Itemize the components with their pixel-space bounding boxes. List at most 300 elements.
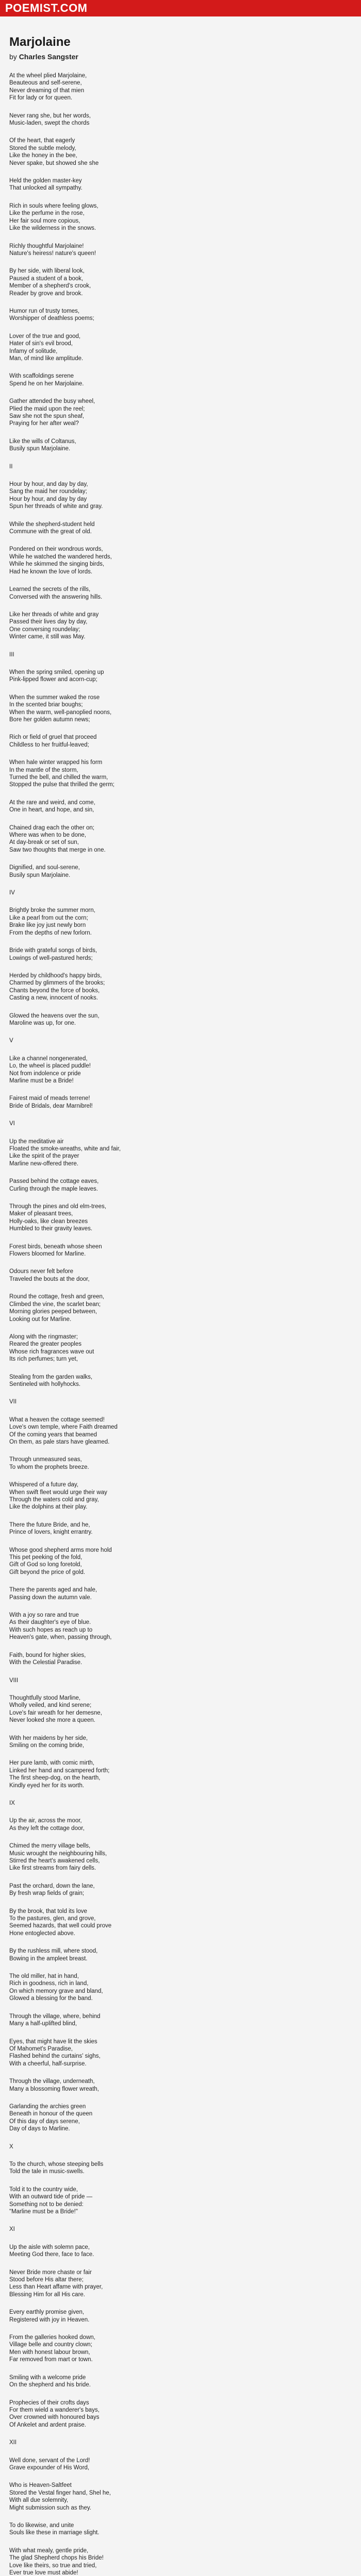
poem-line: Like the honey in the bee,: [9, 152, 77, 159]
poem-line: Of Ankelet and ardent praise.: [9, 2421, 86, 2428]
poem-line: In the mantle of the storm,: [9, 767, 78, 773]
poem-title: Marjolaine: [9, 35, 71, 49]
stanza: [9, 1481, 352, 1511]
byline: [9, 53, 352, 61]
poem-line: Wholly veiled, and kind serene;: [9, 1702, 92, 1709]
poem-line: Told it to the country wide,: [9, 2186, 78, 2193]
poem-line: Never rang she, but her words,: [9, 112, 91, 119]
poem-line: Like first streams from fairy dells.: [9, 1865, 96, 1872]
poem-line: Bride with grateful songs of birds,: [9, 947, 97, 954]
poem-line: What a heaven the cottage seemed!: [9, 1416, 105, 1423]
poem-line: Over crowned with honoured bays: [9, 2414, 100, 2421]
poem-line: Every earthly promise given,: [9, 2309, 85, 2316]
poem-line: Stopped the pulse that thrilled the germ;: [9, 782, 114, 788]
poem-line: Had he known the love of lords.: [9, 568, 93, 575]
stanza: [9, 2309, 352, 2324]
section-numeral: VIII: [9, 1677, 19, 1684]
poem-line: Plied the maid upon the reel;: [9, 405, 85, 412]
stanza: [9, 2457, 352, 2472]
poem-line: Of the heart, that eagerly: [9, 138, 75, 144]
poem-line: Stealing from the garden walks,: [9, 1374, 93, 1380]
poem-line: Flowers bloomed for Marline.: [9, 1251, 86, 1258]
poem-line: Many a half-uplifted blind,: [9, 2021, 77, 2027]
poem-line: Up the aisle with solemn pace,: [9, 2244, 90, 2250]
byline-label: by: [9, 53, 17, 61]
poem-line: Love's fair wreath for her demesne,: [9, 1709, 102, 1716]
poem-line: From the depths of new forlorn.: [9, 929, 92, 936]
poem-line: Prince of lovers, knight errantry.: [9, 1529, 93, 1536]
poem-line: As their daughter's eye of blue.: [9, 1619, 91, 1626]
poem-line: Of Mahomet's Paradise,: [9, 2045, 73, 2052]
poem-line: Smiling with a welcome pride: [9, 2374, 86, 2381]
poem-line: Member of a shepherd's crook,: [9, 283, 91, 290]
poem-line: Eyes, that might have lit the skies: [9, 2038, 97, 2045]
poem-line: Like a channel nongenerated,: [9, 1055, 88, 1062]
poem-line: Conversed with the answering hills.: [9, 594, 103, 600]
poem-line: With a cheerful, half-surprise.: [9, 2060, 87, 2067]
poem-line: Many a blossoming flower wreath,: [9, 2086, 99, 2092]
poem-line: Round the cottage, fresh and green,: [9, 1294, 105, 1300]
poem-line: Blessing Him for all His care.: [9, 2291, 85, 2298]
stanza: [9, 1817, 352, 1832]
stanza: [9, 2013, 352, 2028]
poem-line: On the shepherd and his bride.: [9, 2382, 91, 2388]
stanza: [9, 947, 352, 962]
poem-line: Its rich perfumes; turn yet,: [9, 1356, 78, 1363]
poem-line: Bore her golden autumn news;: [9, 716, 90, 723]
stanza: [9, 2038, 352, 2068]
stanza: [9, 1947, 352, 1962]
poem-line: Never looked she more a queen.: [9, 1717, 95, 1724]
stanza: [9, 333, 352, 363]
stanza: [9, 2547, 352, 2576]
poem-line: Curling through the maple leaves.: [9, 1185, 98, 1192]
poem-line: With what mealy, gentle pride,: [9, 2547, 89, 2554]
poem-line: Rich in goodness, rich in land,: [9, 1980, 89, 1987]
poem-line: Bowing in the ampleet breast.: [9, 1955, 88, 1962]
poem-body: [9, 72, 352, 2576]
poem-line: To the pastures, glen, and grove,: [9, 1916, 96, 1922]
poem-line: Spun her threads of white and gray.: [9, 503, 103, 510]
poem-line: Meeting God there, face to face.: [9, 2251, 94, 2258]
poem-line: Glowed the heavens over the sun,: [9, 1012, 100, 1019]
poem-line: Like a pearl from out the corn;: [9, 914, 88, 921]
poem-line: Whispered of a future day,: [9, 1482, 79, 1488]
poem-line: Through unmeasured seas,: [9, 1456, 82, 1463]
poem-line: By the brook, that told its love: [9, 1908, 87, 1914]
poem-line: Who is Heaven-Saltfeet: [9, 2482, 72, 2489]
poem-line: Garlanding the archies green: [9, 2103, 86, 2110]
poem-line: With all due solemnity,: [9, 2497, 69, 2504]
poem-line: In the scented briar boughs;: [9, 702, 83, 708]
poem-line: Like the wilderness in the snows.: [9, 225, 96, 232]
poem-line: Told the tale in music-swells.: [9, 2168, 85, 2175]
poem-line: Whose rich fragrances wave out: [9, 1348, 94, 1355]
stanza: [9, 2374, 352, 2389]
poem-line: Through the village, where, behind: [9, 2013, 101, 2020]
poem-line: Registered with joy in Heaven.: [9, 2316, 90, 2323]
poem-line: Saw two thoughts that merge in one.: [9, 846, 106, 853]
poem-line: The first sheep-dog, on the hearth,: [9, 1775, 101, 1782]
poem-line: Gift beyond the price of gold.: [9, 1569, 86, 1575]
section-numeral: X: [9, 2143, 13, 2150]
poem-line: Might submission such as they.: [9, 2504, 91, 2511]
poem-line: Hour by hour, and day by day,: [9, 481, 88, 488]
poem-line: Like the spirit of the prayer: [9, 1153, 79, 1160]
poem-line: When hale winter wrapped his form: [9, 759, 103, 766]
poem-line: Fit for lady or for queen.: [9, 95, 73, 101]
poem-line: Herded by childhood's happy birds,: [9, 972, 102, 979]
stanza: [9, 1095, 352, 1110]
poem-line: The glad Shepherd chops his Bride!: [9, 2555, 104, 2562]
poem-line: From the galleries hooked down,: [9, 2334, 95, 2341]
poem-line: Along with the ringmaster;: [9, 1333, 78, 1340]
stanza: [9, 734, 352, 749]
stanza: [9, 1203, 352, 1233]
poem-line: Something not to be denied:: [9, 2201, 84, 2208]
poem-line: Worshipper of deathless poems;: [9, 315, 94, 322]
poem-line: Flashed behind the curtains' sighs,: [9, 2053, 101, 2060]
stanza: [9, 799, 352, 814]
stanza: [9, 1268, 352, 1283]
poem-line: Saw she not the spun sheaf,: [9, 413, 85, 419]
section-numeral: II: [9, 463, 13, 470]
poem-line: Grave expounder of His Word,: [9, 2464, 90, 2471]
stanza: [9, 907, 352, 937]
poem-line: Fairest maid of meads terrene!: [9, 1095, 90, 1102]
poem-line: As they left the cottage door,: [9, 1825, 85, 1832]
poem-line: Brightly broke the summer morn,: [9, 907, 95, 914]
top-bar: [0, 0, 361, 16]
poem-line: Passed their lives day by day,: [9, 619, 88, 625]
poem-line: Chants beyond the force of books,: [9, 987, 100, 994]
stanza: [9, 1055, 352, 1085]
poem-line: Up the air, across the moor,: [9, 1818, 82, 1824]
poem-line: Man, of mind like amplitude.: [9, 355, 84, 362]
poem-line: At day-break or set of sun,: [9, 839, 79, 846]
stanza: [9, 1842, 352, 1872]
stanza: [9, 1883, 352, 1897]
poem-line: When the spring smiled, opening up: [9, 669, 104, 675]
poem-line: Infamy of solitude,: [9, 348, 58, 354]
stanza: [9, 611, 352, 641]
poem-line: Marline new-offered there.: [9, 1160, 79, 1167]
poem-container: [0, 16, 361, 2576]
poem-line: Stood before His altar there;: [9, 2277, 84, 2283]
poem-line: Dignified, and soul-serene,: [9, 865, 80, 871]
stanza: [9, 1012, 352, 1027]
stanza: [9, 1908, 352, 1938]
stanza: [9, 1138, 352, 1168]
poem-line: For them wield a wanderer's bays,: [9, 2406, 100, 2413]
stanza: [9, 1178, 352, 1193]
poem-line: Pink-lipped flower and acorn-cup;: [9, 676, 97, 683]
poem-line: Casting a new, innocent of nooks.: [9, 995, 98, 1002]
poem-line: "Marline must be a Bride!": [9, 2209, 78, 2215]
poem-line: When the summer waked the rose: [9, 694, 100, 701]
poem-line: Thoughtfully stood Marline,: [9, 1694, 81, 1701]
poem-line: Praying for her after weal?: [9, 420, 79, 427]
poem-line: Like her threads of white and gray: [9, 611, 99, 618]
poem-line: Traveled the bouts at the door,: [9, 1276, 90, 1282]
poem-line: By the rushless mill, where stood,: [9, 1948, 98, 1955]
poem-line: To the church, whose steeping bells: [9, 2161, 104, 2167]
poem-line: Beneath in honour of the queen: [9, 2111, 93, 2117]
poem-line: Day of days to Marline.: [9, 2126, 70, 2132]
stanza: [9, 398, 352, 428]
stanza: [9, 1293, 352, 1323]
stanza: [9, 137, 352, 167]
stanza: [9, 694, 352, 724]
poem-line: Faith, bound for higher skies,: [9, 1652, 86, 1658]
poem-line: Passing down the autumn vale.: [9, 1594, 92, 1601]
poem-line: Busily spun Marjolaine.: [9, 446, 71, 452]
section-numeral: VII: [9, 1399, 17, 1405]
stanza: [9, 669, 352, 684]
stanza: [9, 1612, 352, 1641]
stanza: [9, 546, 352, 575]
section-numeral: XII: [9, 2439, 17, 2446]
poem-line: Past the orchard, down the lane,: [9, 1883, 95, 1889]
stanza: [9, 521, 352, 536]
stanza: [9, 1759, 352, 1789]
poem-line: Never dreaming of that mien: [9, 87, 85, 94]
stanza: [9, 1456, 352, 1471]
poem-line: Like the dolphins at their play.: [9, 1504, 88, 1511]
stanza: [9, 1973, 352, 2003]
stanza: [9, 267, 352, 297]
poem-line: Sang the maid her roundelay;: [9, 488, 87, 495]
poem-line: With a joy so rare and true: [9, 1612, 79, 1619]
poem-line: Up the meditative air: [9, 1138, 64, 1145]
stanza: [9, 2103, 352, 2133]
poem-line: Maroline was up, for one.: [9, 1020, 76, 1026]
poem-line: Far removed from mart or town.: [9, 2357, 93, 2363]
poem-line: Winter came, it still was May.: [9, 634, 86, 640]
stanza: [9, 2334, 352, 2364]
poem-line: Love's own temple, where Faith dreamed: [9, 1424, 118, 1431]
poem-line: Chimed the merry village bells,: [9, 1843, 91, 1850]
poem-line: With such hopes as reach up to: [9, 1626, 93, 1633]
poem-line: Paused a student of a book,: [9, 275, 84, 282]
poem-line: Village belle and country clown;: [9, 2342, 92, 2348]
poem-line: Maker of pleasant trees,: [9, 1211, 73, 1217]
poem-line: Like the perfume in the rose,: [9, 210, 85, 217]
poem-line: Nature's heiress! nature's queen!: [9, 250, 96, 257]
poem-line: Sentineled with hollyhocks.: [9, 1381, 81, 1387]
poem-line: Charmed by glimmers of the brooks;: [9, 980, 105, 987]
stanza: [9, 372, 352, 387]
stanza: [9, 1735, 352, 1750]
poem-line: There the future Bride, and he,: [9, 1521, 90, 1528]
poem-line: Smiling on the coming bride,: [9, 1742, 85, 1749]
stanza: [9, 586, 352, 601]
poem-line: Rich or field of gruel that proceed: [9, 734, 97, 741]
poem-line: Well done, servant of the Lord!: [9, 2457, 90, 2464]
poem-line: Souls like these in marriage slight.: [9, 2530, 100, 2536]
poem-line: Morning glories peeped between,: [9, 1309, 97, 1315]
poem-line: When the warm, well-panoplied noons,: [9, 709, 112, 716]
section-numeral: III: [9, 651, 14, 658]
poem-line: Hater of sin's evil brood,: [9, 341, 73, 347]
poem-line: Of this day of days serene,: [9, 2118, 80, 2125]
poem-line: Rich in souls where feeling glows,: [9, 202, 99, 209]
stanza: [9, 2161, 352, 2176]
poem-line: By fresh wrap fields of grain;: [9, 1890, 85, 1897]
section-numeral: XI: [9, 2226, 15, 2233]
poem-line: Climbed the vine, the scarlet bean;: [9, 1301, 101, 1308]
poem-line: Learned the secrets of the rills,: [9, 586, 91, 593]
poem-line: That unlocked all sympathy.: [9, 185, 83, 192]
poem-line: At the rare and weird, and come,: [9, 799, 95, 806]
poem-line: With her maidens by her side,: [9, 1735, 88, 1741]
poem-line: Brake like joy just newly born: [9, 922, 86, 929]
poem-line: Lo, the wheel is placed puddle!: [9, 1063, 91, 1070]
stanza: [9, 2244, 352, 2259]
stanza: [9, 438, 352, 453]
poem-line: Marline must be a Bride!: [9, 1077, 74, 1084]
poem-line: Held the golden master-key: [9, 178, 82, 184]
stanza: [9, 112, 352, 127]
stanza: [9, 177, 352, 192]
poem-line: One in heart, and hope, and sin,: [9, 807, 94, 814]
poem-line: Chained drag each the other on;: [9, 824, 94, 831]
poem-line: Where was when to be done,: [9, 832, 86, 839]
poem-line: Pondered on their wondrous words,: [9, 546, 103, 553]
poem-line: Whose good shepherd arms more hold: [9, 1547, 112, 1553]
poem-line: To whom the prophets breeze.: [9, 1464, 89, 1470]
stanza: [9, 1547, 352, 1577]
stanza: [9, 824, 352, 854]
poem-line: Linked her hand and scampered forth;: [9, 1767, 110, 1774]
stanza: [9, 2186, 352, 2216]
poem-line: Hour by hour, and day by day: [9, 496, 87, 502]
stanza: [9, 481, 352, 511]
poem-line: The old miller, hat in hand,: [9, 1973, 79, 1980]
poem-line: Childless to her fruitful-leaved;: [9, 741, 89, 748]
stanza: [9, 2078, 352, 2093]
poem-line: While he skimmed the singing birds,: [9, 561, 105, 568]
poem-line: Looking out for Marline.: [9, 1316, 72, 1323]
poem-line: Heaven's gate, when, passing through,: [9, 1634, 112, 1641]
poem-line: While he watched the wandered herds,: [9, 553, 112, 560]
poem-line: Forest birds, beneath whose sheen: [9, 1243, 102, 1250]
poem-line: Stored the Vestal finger hand, Shel he,: [9, 2489, 111, 2496]
stanza: [9, 1652, 352, 1667]
poem-line: Through the village, underneath,: [9, 2078, 95, 2085]
poem-line: Hone entoglected above.: [9, 1930, 75, 1937]
stanza: [9, 1521, 352, 1536]
poem-line: Lover of the true and good,: [9, 333, 81, 340]
stanza: [9, 72, 352, 102]
poem-line: Passed behind the cottage eaves,: [9, 1178, 99, 1185]
poem-line: Never Bride more chaste or fair: [9, 2269, 92, 2276]
stanza: [9, 1333, 352, 1363]
poem-line: Men with honest labour brown,: [9, 2349, 90, 2355]
poem-line: Gather attended the busy wheel,: [9, 398, 95, 405]
poem-line: Music wrought the neighbouring hills,: [9, 1850, 107, 1857]
poem-line: Humor run of trusty tomes,: [9, 308, 80, 314]
stanza: [9, 972, 352, 1002]
poem-line: There the parents aged and hale,: [9, 1587, 97, 1594]
stanza: [9, 308, 352, 323]
poem-line: To do likewise, and unite: [9, 2522, 74, 2529]
stanza: [9, 243, 352, 258]
site-logo[interactable]: POEMIST.COM: [5, 2, 88, 14]
poem-line: By her side, with liberal look,: [9, 268, 85, 275]
poem-line: Spend he on her Marjolaine.: [9, 380, 84, 387]
poem-line: On which memory grave and bland,: [9, 1988, 103, 1994]
poem-line: Turned the bell, and chilled the warm,: [9, 774, 108, 781]
poem-line: Stored the subtle melody,: [9, 145, 76, 151]
section-numeral: VI: [9, 1121, 15, 1127]
poem-line: Stirred the heart's awakened cells,: [9, 1858, 100, 1864]
poem-line: With the Celestial Paradise.: [9, 1659, 83, 1666]
section-numeral: IX: [9, 1800, 15, 1806]
author-name: Charles Sangster: [19, 53, 78, 61]
poem-line: With scaffoldings serene: [9, 373, 74, 380]
poem-line: Humbled to their gravity leaves.: [9, 1226, 93, 1232]
poem-line: Bride of Bridals, dear Marnibrel!: [9, 1103, 93, 1109]
poem-line: Love like theirs, so true and tried,: [9, 2562, 97, 2569]
poem-line: Gift of God so long foretold,: [9, 1562, 82, 1568]
stanza: [9, 1416, 352, 1446]
poem-line: Through the waters cold and gray,: [9, 1497, 99, 1503]
poem-line: When swift fleet would urge their way: [9, 1489, 107, 1496]
poem-line: Glowed a blessing for the band.: [9, 1995, 93, 2002]
stanza: [9, 2522, 352, 2537]
poem-line: Reader by grove and brook.: [9, 290, 83, 297]
poem-line: Her pure lamb, with comic mirth,: [9, 1760, 94, 1767]
poem-line: Commune with the great of old.: [9, 529, 92, 535]
poem-line: While the shepherd-student held: [9, 521, 95, 528]
poem-line: Odours never felt before: [9, 1268, 74, 1275]
poem-line: One conversing roundelay;: [9, 626, 80, 633]
poem-line: Lowings of well-pastured herds;: [9, 955, 93, 961]
poem-line: On them, as pale stars have gleamed.: [9, 1438, 110, 1445]
stanza: [9, 1243, 352, 1258]
poem-line: Floated the smoke-wreaths, white and fair,: [9, 1146, 121, 1152]
poem-line: Of the coming years that beamed: [9, 1431, 97, 1438]
poem-line: This pet peeking of the fold,: [9, 1554, 83, 1561]
poem-line: Like the wills of Coltanus,: [9, 438, 76, 445]
poem-line: Kindly eyed her for its worth.: [9, 1782, 85, 1789]
poem-line: Busily spun Marjolaine.: [9, 872, 71, 878]
stanza: [9, 1586, 352, 1601]
poem-line: Not from indolence or pride: [9, 1070, 81, 1077]
poem-line: Ever true love must abide!: [9, 2570, 78, 2576]
poem-line: Holly-oaks, like clean breezes: [9, 1218, 88, 1225]
poem-line: Reared the greater peoples: [9, 1341, 82, 1348]
poem-line: Never spake, but showed she she: [9, 160, 99, 166]
poem-line: Beauteous and self-serene,: [9, 80, 82, 87]
poem-line: Her fair soul more copious,: [9, 217, 80, 224]
stanza: [9, 759, 352, 789]
poem-line: Music-laden, swept the chords: [9, 120, 90, 127]
section-numeral: V: [9, 1038, 13, 1044]
poem-line: Seemed hazards, that well could prove: [9, 1923, 112, 1929]
stanza: [9, 202, 352, 232]
stanza: [9, 2269, 352, 2299]
section-numeral: IV: [9, 890, 15, 896]
poem-line: At the wheel plied Marjolaine,: [9, 73, 87, 79]
poem-line: Less than Heart affame with prayer,: [9, 2284, 103, 2291]
stanza: [9, 1374, 352, 1388]
stanza: [9, 864, 352, 879]
poem-line: Richly thoughtful Marjolaine!: [9, 243, 84, 249]
poem-line: Prophecies of their crofts days: [9, 2399, 89, 2406]
stanza: [9, 2399, 352, 2429]
